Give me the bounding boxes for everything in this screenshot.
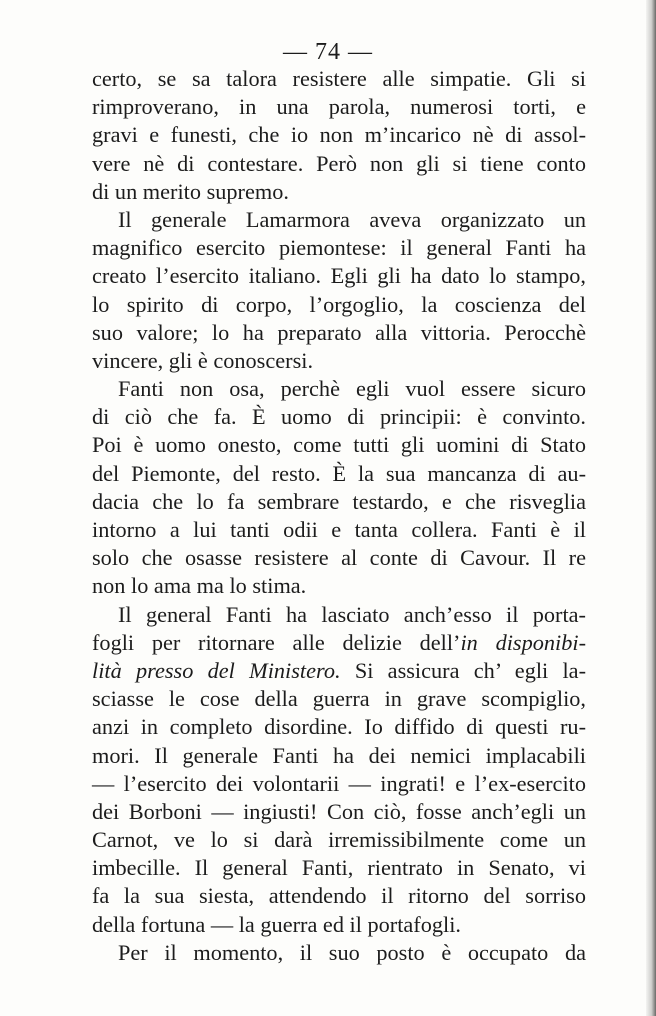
text-line: Poi è uomo onesto, come tutti gli uomini di Stato (92, 432, 586, 458)
text-line: del Piemonte, del resto. È la sua mancanza di au- (92, 460, 586, 486)
text-line: rimproverano, in una parola, numerosi torti, e (92, 94, 586, 120)
text-line: lo spirito di corpo, l’orgoglio, la coscienza del (92, 291, 586, 317)
text-line: — l’esercito dei volontarii — ingrati! e l’ex-esercito (92, 770, 586, 796)
text-line: certo, se sa talora resistere alle simpatie. Gli si (92, 66, 586, 91)
text-line: vincere, gli è conoscersi. (92, 347, 314, 373)
text-line: Fanti non osa, perchè egli vuol essere sicuro (118, 376, 586, 402)
text-line: sciasse le cose della guerra in grave scompiglio, (92, 686, 586, 712)
text-line (92, 629, 586, 657)
text-line (92, 657, 586, 685)
text-line-part: fogli per ritornare alle delizie dell’ (92, 629, 461, 655)
text-line: dacia che lo fa sembrare testardo, e che risveglia (92, 488, 586, 514)
page-number: — 74 — (283, 39, 373, 65)
text-line: intorno a lui tanti odii e tanta collera. Fanti è il (92, 517, 586, 542)
text-line: anzi in completo disordine. Io diffido di questi ru- (92, 714, 586, 740)
text-line: gravi e funesti, che io non m’incarico nè di assol- (92, 122, 586, 148)
text-line: magnifico esercito piemontese: il general Fanti ha (92, 235, 586, 261)
text-line-part: Si assicura ch’ egli la- (340, 657, 587, 683)
page-edge-shadow (646, 0, 656, 1016)
text-line: suo valore; lo ha preparato alla vittoria. Perocchè (92, 319, 586, 345)
text-line: creato l’esercito italiano. Egli gli ha dato lo stampo, (92, 263, 586, 289)
text-line: solo che osasse resistere al conte di Cavour. Il re (92, 545, 586, 571)
text-line: Per il momento, il suo posto è occupato da (118, 939, 586, 965)
text-line: Il general Fanti ha lasciato anch’esso il porta- (118, 601, 586, 627)
text-line: mori. Il generale Fanti ha dei nemici implacabili (92, 742, 586, 768)
text-line: imbecille. Il general Fanti, rientrato in Senato, vi (92, 855, 586, 881)
text-line: di ciò che fa. È uomo di principii: è convinto. (92, 404, 586, 430)
text-line: dei Borboni — ingiusti! Con ciò, fosse anch’egli un (92, 798, 586, 824)
text-line: fa la sua siesta, attendendo il ritorno del sorriso (92, 883, 586, 909)
text-line: Il generale Lamarmora aveva organizzato un (118, 206, 586, 232)
italic-phrase: lità presso del Ministero. (92, 657, 341, 683)
text-line: della fortuna — la guerra ed il portafogli. (92, 911, 461, 937)
body-text (92, 65, 586, 967)
italic-phrase: in disponibi- (460, 629, 586, 655)
text-line: Carnot, ve lo si darà irremissibilmente come un (92, 827, 586, 853)
text-line: vere nè di contestare. Però non gli si tiene conto (92, 150, 586, 176)
text-line: di un merito supremo. (92, 178, 289, 204)
text-line: non lo ama ma lo stima. (92, 573, 307, 599)
